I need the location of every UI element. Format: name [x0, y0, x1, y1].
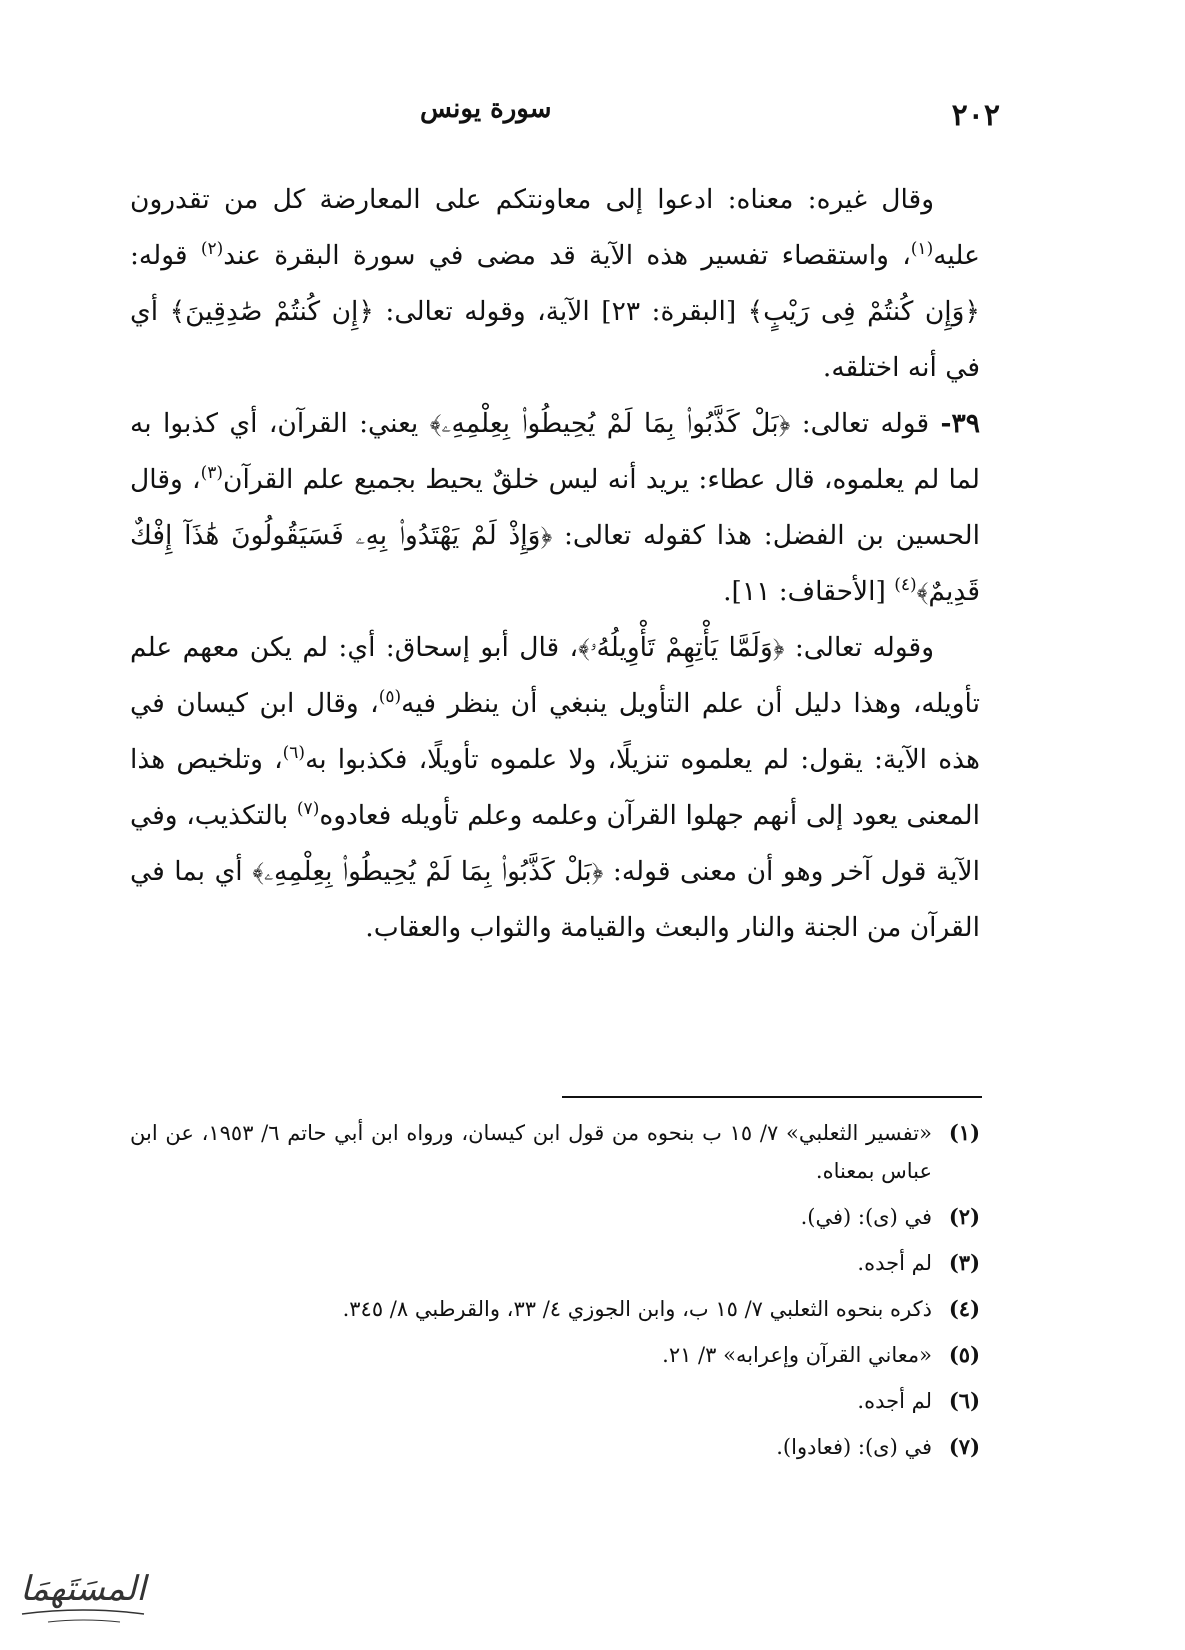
quran-verse: ﴿بَلْ كَذَّبُوا۟ بِمَا لَمْ يُحِيطُوا۟ بِعِلْمِهِۦ﴾ — [429, 408, 791, 439]
footnote-text: «تفسير الثعلبي» ٧/ ١٥ ب بنحوه من قول ابن كيسان، ورواه ابن أبي حاتم ٦/ ١٩٥٣، عن ابن عباس بمعناه. — [130, 1121, 932, 1183]
footnote-item — [130, 1290, 980, 1328]
footnote-ref[interactable]: (٣) — [200, 463, 224, 484]
footnote-number: (٢) — [948, 1204, 980, 1229]
footnote-number: (٤) — [948, 1296, 980, 1321]
text-run: قوله: — [130, 240, 201, 271]
footnote-ref[interactable]: (٥) — [378, 687, 402, 708]
text-run: ، واستقصاء تفسير هذه الآية قد مضى في سورة البقرة عند — [223, 240, 911, 271]
footnote-number: (١) — [948, 1120, 980, 1145]
footnote-number: (٥) — [948, 1342, 980, 1367]
text-run: وقال غيره: معناه: ادعوا إلى معاونتكم على المعارضة كل من تقدرون عليه — [130, 184, 980, 271]
main-text — [130, 172, 980, 956]
footnote-text: في (ى): (في). — [800, 1205, 932, 1229]
quran-verse: ﴿بَلْ كَذَّبُوا۟ بِمَا لَمْ يُحِيطُوا۟ بِعِلْمِهِۦ﴾ — [252, 856, 604, 887]
page-header — [200, 88, 1000, 138]
quran-verse: ﴿وَإِذْ لَمْ يَهْتَدُوا۟ بِهِۦ فَسَيَقُولُونَ هَٰذَآ إِفْكٌ قَدِيمٌ﴾ — [130, 520, 980, 607]
paragraph-1 — [130, 172, 980, 396]
watermark-logo — [8, 1548, 158, 1638]
footnote-ref[interactable]: (٧) — [296, 799, 320, 820]
text-run: ، وقال الحسين بن الفضل: هذا كقوله تعالى: — [130, 464, 980, 551]
text-run: [البقرة: ٢٣] الآية، وقوله تعالى: — [373, 296, 748, 327]
text-run: بالتكذيب، وفي الآية قول آخر وهو أن معنى قوله: — [130, 800, 980, 887]
text-run: أي بما في القرآن من الجنة والنار والبعث والقيامة والثواب والعقاب. — [130, 856, 980, 943]
footnote-item — [130, 1198, 980, 1236]
footnote-ref[interactable]: (٦) — [282, 743, 306, 764]
text-run: ، وتلخيص هذا المعنى يعود إلى أنهم جهلوا القرآن وعلمه وعلم تأويله فعادوه — [130, 744, 980, 831]
text-run: ، وقال ابن كيسان في هذه الآية: يقول: لم يعلموه تنزيلًا، ولا علموه تأويلًا، فكذبوا به — [130, 688, 980, 775]
paragraph-2 — [130, 396, 980, 620]
footnote-item — [130, 1382, 980, 1420]
text-run: وقوله تعالى: — [784, 632, 935, 663]
quran-verse: ﴿وَإِن كُنتُمْ فِى رَيْبٍ﴾ — [747, 296, 980, 327]
text-run: [الأحقاف: ١١]. — [723, 576, 895, 607]
text-run: قوله تعالى: — [790, 408, 941, 439]
quran-verse: ﴿إِن كُنتُمْ صَٰدِقِينَ﴾ — [169, 296, 374, 327]
text-run: أي في أنه اختلقه. — [130, 296, 980, 383]
quran-verse: ﴿وَلَمَّا يَأْتِهِمْ تَأْوِيلُهُۥ﴾ — [578, 632, 785, 663]
footnote-number: (٦) — [948, 1388, 980, 1413]
footnote-item — [130, 1428, 980, 1466]
paragraph-3 — [130, 620, 980, 956]
running-title: سورة يونس — [420, 94, 552, 124]
footnote-separator — [562, 1096, 982, 1098]
footnote-text: لم أجده. — [857, 1389, 932, 1413]
text-run: ، قال أبو إسحاق: أي: لم يكن معهم علم تأويله، وهذا دليل أن علم التأويل ينبغي أن ينظر فيه — [130, 632, 980, 719]
text-run: يعني: القرآن، أي كذبوا به لما لم يعلموه، قال عطاء: يريد أنه ليس خلقٌ يحيط بجميع علم القرآن — [130, 408, 980, 495]
footnote-text: في (ى): (فعادوا). — [776, 1435, 932, 1459]
footnote-ref[interactable]: (١) — [910, 239, 934, 260]
svg-text:المسَتَهمَا: المسَتَهمَا — [20, 1569, 146, 1609]
footnote-ref[interactable]: (٢) — [200, 239, 224, 260]
footnote-number: (٧) — [948, 1434, 980, 1459]
footnote-ref[interactable]: (٤) — [894, 575, 917, 596]
footnote-item — [130, 1114, 980, 1190]
verse-number: ٣٩- — [940, 408, 981, 439]
footnotes — [130, 1114, 980, 1474]
footnote-number: (٣) — [948, 1250, 980, 1275]
footnote-text: ذكره بنحوه الثعلبي ٧/ ١٥ ب، وابن الجوزي ٤/ ٣٣، والقرطبي ٨/ ٣٤٥. — [342, 1297, 932, 1321]
page-number: ٢٠٢ — [951, 98, 1000, 133]
footnote-text: «معاني القرآن وإعرابه» ٣/ ٢١. — [662, 1343, 932, 1367]
footnote-item — [130, 1244, 980, 1282]
footnote-text: لم أجده. — [857, 1251, 932, 1275]
footnote-item — [130, 1336, 980, 1374]
